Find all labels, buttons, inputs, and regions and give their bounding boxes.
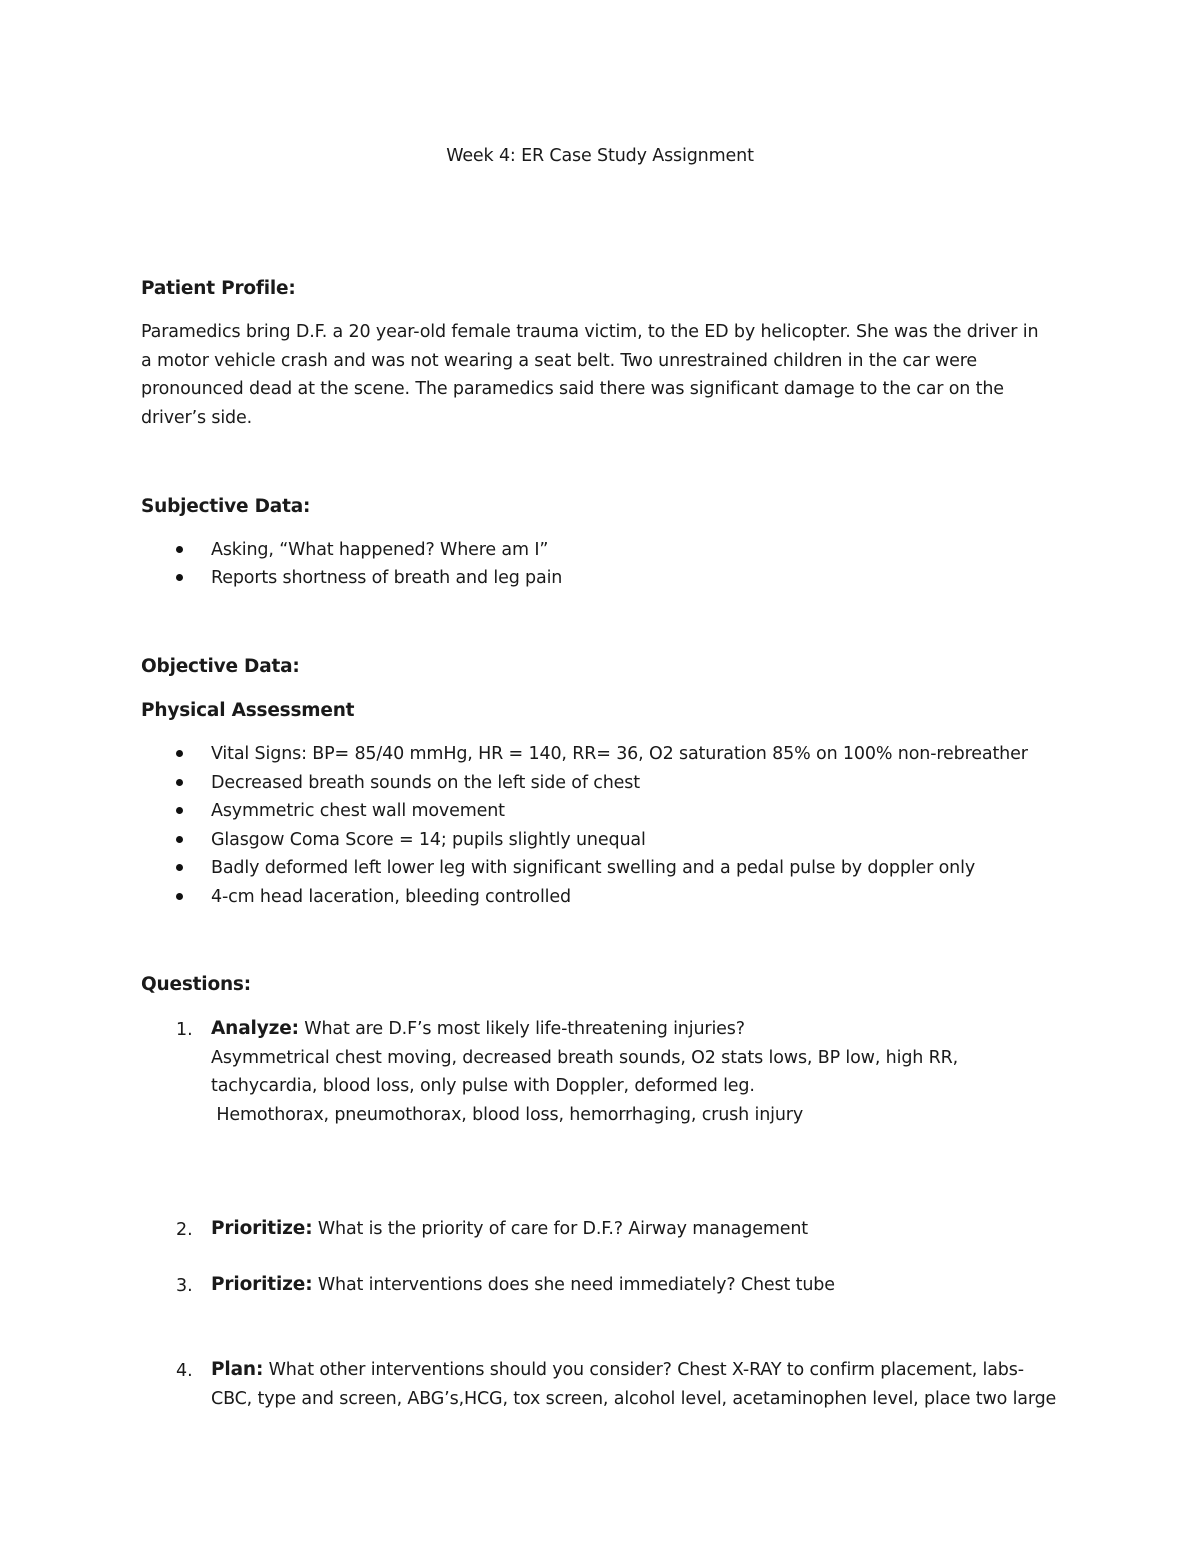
objective-item: Decreased breath sounds on the left side of chest [211,773,640,793]
bullet-icon [176,574,183,581]
answer-line: Asymmetrical chest moving, decreased breath sounds, O2 stats lows, BP low, high RR, [211,1048,959,1068]
bullet-icon [176,864,183,871]
question-label: Analyze: [211,1018,299,1039]
patient-profile-line-1: Paramedics bring D.F. a 20 year-old female trauma victim, to the ED by helicopter. She was the driver in [141,322,1039,342]
question-1 [211,1019,745,1039]
patient-profile-line-3: pronounced dead at the scene. The paramedics said there was significant damage to the car on the [141,379,1004,399]
objective-item: Badly deformed left lower leg with significant swelling and a pedal pulse by doppler only [211,858,976,878]
question-text: What other interventions should you consider? Chest X-RAY to confirm placement, labs- [263,1360,1024,1380]
questions-heading: Questions: [141,974,251,995]
subjective-heading: Subjective Data: [141,496,311,517]
physical-assessment-subheading: Physical Assessment [141,700,355,721]
question-label: Plan: [211,1359,264,1380]
question-number: 3. [176,1276,193,1296]
question-text: What interventions does she need immediately? Chest tube [312,1275,835,1295]
bullet-icon [176,836,183,843]
document-title: Week 4: ER Case Study Assignment [446,146,754,166]
objective-item: 4-cm head laceration, bleeding controlled [211,887,571,907]
answer-line: Hemothorax, pneumothorax, blood loss, hemorrhaging, crush injury [211,1105,804,1125]
bullet-icon [176,807,183,814]
objective-item: Vital Signs: BP= 85/40 mmHg, HR = 140, RR= 36, O2 saturation 85% on 100% non-rebreather [211,744,1028,764]
question-number: 2. [176,1220,193,1240]
question-label: Prioritize: [211,1274,313,1295]
answer-line: tachycardia, blood loss, only pulse with Doppler, deformed leg. [211,1076,755,1096]
question-4 [211,1360,1024,1380]
patient-profile-heading: Patient Profile: [141,278,296,299]
objective-item: Glasgow Coma Score = 14; pupils slightly unequal [211,830,646,850]
patient-profile-line-2: a motor vehicle crash and was not wearing a seat belt. Two unrestrained children in the car were [141,351,978,371]
question-text: What are D.F’s most likely life-threatening injuries? [298,1019,745,1039]
question-text: What is the priority of care for D.F.? Airway management [312,1219,809,1239]
subjective-item: Asking, “What happened? Where am I” [211,540,549,560]
question-3 [211,1275,835,1295]
bullet-icon [176,750,183,757]
bullet-icon [176,779,183,786]
question-number: 1. [176,1020,193,1040]
question-number: 4. [176,1361,193,1381]
patient-profile-line-4: driver’s side. [141,408,253,428]
objective-heading: Objective Data: [141,656,300,677]
answer-line: CBC, type and screen, ABG’s,HCG, tox screen, alcohol level, acetaminophen level, place two large [211,1389,1057,1409]
question-2 [211,1219,808,1239]
bullet-icon [176,893,183,900]
subjective-item: Reports shortness of breath and leg pain [211,568,563,588]
objective-item: Asymmetric chest wall movement [211,801,505,821]
question-label: Prioritize: [211,1218,313,1239]
bullet-icon [176,546,183,553]
